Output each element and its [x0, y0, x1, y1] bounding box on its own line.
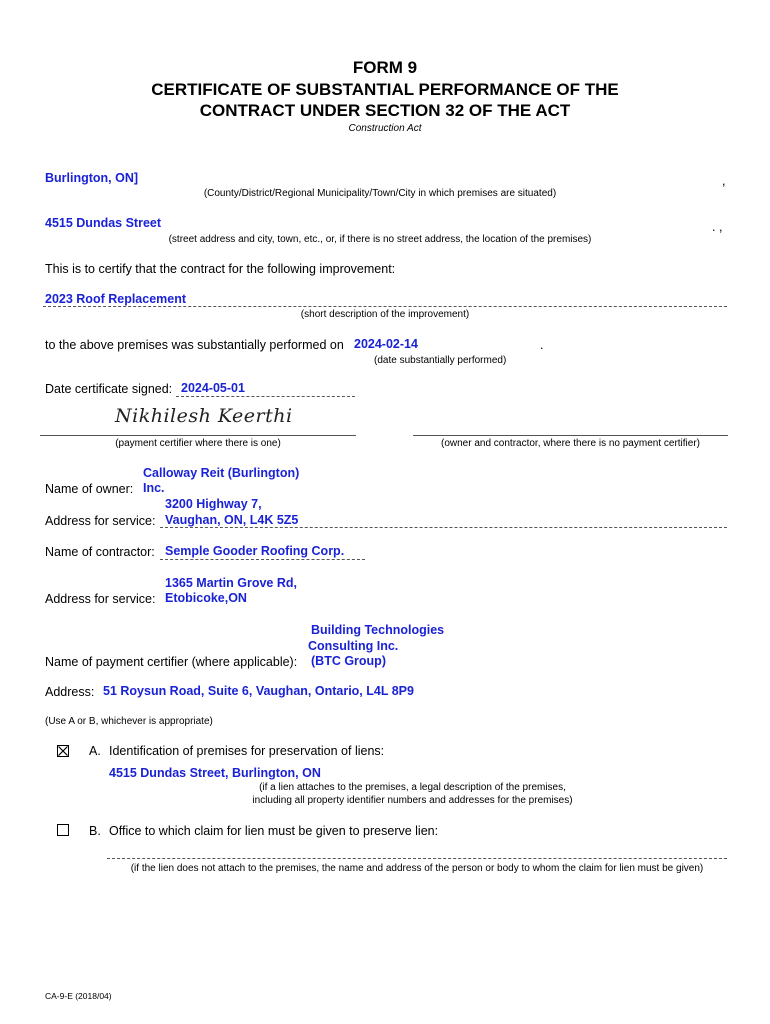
option-b-label: Office to which claim for lien must be given to preserve lien:: [109, 824, 439, 838]
municipality-field[interactable]: Burlington, ON]: [45, 171, 139, 185]
performed-trailing: .: [540, 338, 544, 352]
option-a-label: Identification of premises for preservation of liens:: [109, 744, 385, 758]
improvement-field[interactable]: 2023 Roof Replacement: [45, 292, 187, 306]
owner-label: Name of owner:: [45, 482, 134, 496]
performed-label: to the above premises was substantially performed on: [45, 338, 344, 352]
form-title-line2: CONTRACT UNDER SECTION 32 OF THE ACT: [199, 101, 571, 120]
option-a-premises-field[interactable]: 4515 Dundas Street, Burlington, ON: [109, 766, 321, 780]
owner-address-label: Address for service:: [45, 514, 156, 528]
improvement-caption: (short description of the improvement): [300, 309, 470, 320]
address-caption: (street address and city, town, etc., or, if there is no street address, the location of the premises): [168, 234, 592, 245]
contractor-label: Name of contractor:: [45, 545, 155, 559]
owner-name-line1[interactable]: Calloway Reit (Burlington): [143, 466, 300, 480]
option-a-letter: A.: [89, 744, 101, 758]
municipality-caption: (County/District/Regional Municipality/Town/City in which premises are situated): [203, 188, 557, 199]
option-a-caption-line2: including all property identifier numbers and addresses for the premises): [252, 795, 573, 806]
contractor-address-line1[interactable]: 1365 Martin Grove Rd,: [165, 576, 297, 590]
form-title-line1: CERTIFICATE OF SUBSTANTIAL PERFORMANCE OF THE: [151, 80, 619, 99]
certifier-name-line3[interactable]: (BTC Group): [311, 654, 386, 668]
signed-underline: [176, 396, 355, 397]
contractor-underline: [160, 559, 365, 560]
certifier-address-label: Address:: [45, 685, 95, 699]
performed-date-field[interactable]: 2024-02-14: [354, 337, 418, 351]
act-name: Construction Act: [348, 123, 422, 134]
right-signature-caption: (owner and contractor, where there is no payment certifier): [440, 438, 700, 449]
certifier-name-line1[interactable]: Building Technologies: [311, 623, 445, 637]
contractor-address-line2[interactable]: Etobicoke,ON: [165, 591, 247, 605]
certifier-address-field[interactable]: 51 Roysun Road, Suite 6, Vaughan, Ontario, L4L 8P9: [103, 684, 414, 698]
owner-name-line2[interactable]: Inc.: [143, 481, 165, 495]
certifier-signature: Nikhilesh Keerthi: [115, 405, 293, 427]
left-signature-caption: (payment certifier where there is one): [115, 438, 281, 449]
owner-address-underline: [160, 527, 727, 528]
certify-text: This is to certify that the contract for the following improvement:: [45, 262, 396, 276]
right-signature-line: [413, 435, 728, 436]
signed-date-field[interactable]: 2024-05-01: [181, 381, 245, 395]
option-b-letter: B.: [89, 824, 101, 838]
certifier-label: Name of payment certifier (where applicable):: [45, 655, 298, 669]
municipality-trailing: ,: [722, 174, 726, 188]
form-code: CA-9-E (2018/04): [45, 991, 112, 1001]
option-b-field-underline[interactable]: [107, 858, 727, 859]
address-field[interactable]: 4515 Dundas Street: [45, 216, 162, 230]
checkmark-x-icon: [58, 746, 68, 756]
option-b-checkbox[interactable]: [57, 824, 69, 836]
improvement-underline: [43, 306, 727, 307]
contractor-name-field[interactable]: Semple Gooder Roofing Corp.: [165, 544, 345, 558]
form-number: FORM 9: [352, 58, 418, 77]
owner-address-line2[interactable]: Vaughan, ON, L4K 5Z5: [165, 513, 299, 527]
option-a-checkbox[interactable]: [57, 745, 69, 757]
certifier-name-line2[interactable]: Consulting Inc.: [308, 639, 399, 653]
owner-address-line1[interactable]: 3200 Highway 7,: [165, 497, 262, 511]
performed-caption: (date substantially performed): [374, 355, 507, 366]
left-signature-line: [40, 435, 356, 436]
address-trailing: . ,: [712, 220, 723, 234]
choice-note: (Use A or B, whichever is appropriate): [45, 716, 213, 727]
signed-label: Date certificate signed:: [45, 382, 173, 396]
option-a-caption-line1: (if a lien attaches to the premises, a legal description of the premises,: [259, 782, 566, 793]
option-b-caption: (if the lien does not attach to the premises, the name and address of the person or body to whom the claim for lien must be given): [130, 863, 704, 874]
contractor-address-label: Address for service:: [45, 592, 156, 606]
